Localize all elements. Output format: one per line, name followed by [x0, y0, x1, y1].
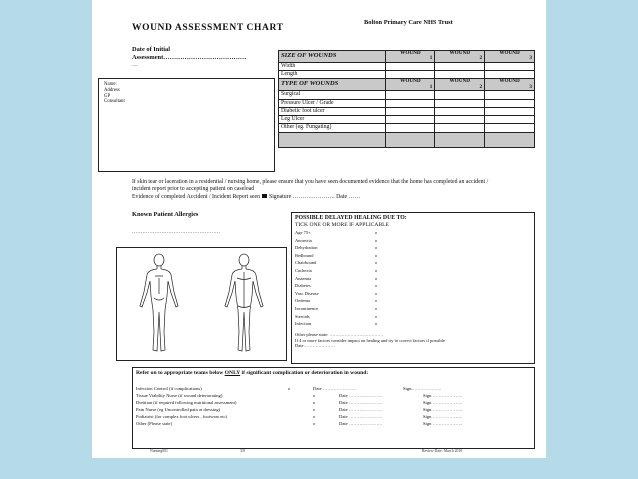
referral-sign[interactable]: Sign ……………….. [423, 421, 463, 426]
table-footer-cell [279, 132, 386, 147]
table-cell[interactable] [485, 91, 535, 99]
table-row [279, 62, 535, 70]
wound-3-header [485, 51, 535, 63]
tick-circle[interactable]: o [375, 237, 378, 243]
table-cell[interactable] [485, 116, 535, 124]
footer-left: Nursing001 [150, 449, 168, 453]
wound-label: WOUND [449, 50, 470, 56]
healing-factor: Steroids [295, 313, 310, 319]
evidence-signature[interactable]: Signature …………………. [268, 193, 335, 200]
referral-sign[interactable]: Sign ……………….. [423, 393, 463, 398]
evidence-text: Evidence of completed Accident / Incident Report seen [132, 193, 260, 200]
types-header-row [279, 79, 535, 91]
healing-other-block [295, 332, 531, 349]
referral-date[interactable]: Date …………………. [339, 414, 383, 419]
referral-date[interactable]: Date …………………. [339, 421, 383, 426]
tick-circle[interactable]: o [375, 230, 378, 235]
date-initial-line1: Date of Initial [132, 46, 170, 53]
tick-circle[interactable]: o [375, 298, 378, 304]
types-header: TYPE OF WOUNDS [279, 79, 386, 91]
referral-date[interactable]: Date …………………. [313, 386, 357, 391]
patient-consultant-label: Consultant [104, 99, 125, 105]
document-page [92, 0, 546, 458]
referral-title [136, 370, 368, 376]
table-row [279, 91, 535, 99]
table-footer-cell [386, 132, 435, 147]
healing-factor: Cachexia [295, 267, 312, 273]
table-row [279, 107, 535, 115]
referral-circle[interactable]: o [313, 393, 316, 398]
table-cell[interactable] [386, 124, 435, 132]
footer-mid: 3/8 [240, 449, 245, 453]
wound-2-header [435, 51, 485, 63]
row-label: Diabetic foot ulcer [279, 107, 386, 115]
tick-circle[interactable]: o [375, 245, 378, 251]
date-initial-dots: … [132, 62, 138, 68]
table-cell[interactable] [386, 91, 435, 99]
healing-factor: Diabetes [295, 283, 311, 289]
referral-label: Infection Control (if complications) [136, 386, 202, 391]
tick-circle[interactable]: o [375, 321, 378, 327]
healing-note: If 4 or more factors consider impact on healing and try to correct factors if possible [295, 337, 445, 343]
wounds-table [278, 50, 535, 148]
organisation-name: Bolton Primary Care NHS Trust [364, 19, 453, 26]
healing-factor: Oedema [295, 298, 310, 304]
healing-tick-list [375, 229, 377, 328]
patient-fields [104, 82, 125, 105]
healing-factor: Anaemia [295, 275, 312, 281]
table-cell[interactable] [435, 107, 485, 115]
referral-sign[interactable]: Sign ……………….. [423, 407, 463, 412]
wound-label: WOUND [400, 78, 421, 85]
row-label: Other (eg. Fungating) [279, 124, 386, 132]
referral-sign[interactable]: Sign……………….. [403, 386, 442, 391]
wound-number: 1 [429, 55, 433, 62]
wound-number: 2 [479, 55, 483, 62]
table-row [279, 99, 535, 107]
tick-circle[interactable]: o [375, 267, 378, 273]
table-cell[interactable] [386, 99, 435, 107]
referral-label: Pain Nurse (eg Uncontrolled pain at dressing) [136, 407, 221, 412]
patient-name-label: Name: [104, 82, 117, 87]
referral-date[interactable]: Date …………………. [339, 400, 383, 405]
healing-factor: Age 75+ [295, 230, 311, 235]
referral-label: Dietitian (if required following nutritional assessment) [136, 400, 237, 405]
referral-label: Podiatrist (for complex foot ulcers , footwear etc) [136, 414, 228, 419]
wound-label: WOUND [400, 50, 421, 56]
healing-factor: Incontinence [295, 305, 319, 311]
row-label: Leg Ulcer [279, 116, 386, 124]
evidence-date[interactable]: Date …… [336, 193, 361, 200]
table-row [279, 124, 535, 132]
wound-1-header [386, 79, 435, 91]
table-cell[interactable] [435, 99, 485, 107]
healing-other-field[interactable]: Other please state: ……………………………… [295, 332, 384, 337]
referral-circle[interactable]: o [313, 414, 316, 419]
tick-circle[interactable]: o [375, 305, 378, 311]
referral-label: Tissue Viability Nurse (if wound deteriorating) [136, 393, 223, 398]
wound-1-header [386, 51, 435, 63]
table-cell[interactable] [435, 91, 485, 99]
table-row [279, 116, 535, 124]
wound-2-header [435, 79, 485, 91]
table-cell[interactable] [485, 107, 535, 115]
table-cell[interactable] [485, 124, 535, 132]
referral-date[interactable]: Date …………………. [339, 393, 383, 398]
wound-label: WOUND [449, 78, 470, 85]
date-initial-assessment [132, 46, 246, 62]
tick-circle[interactable]: o [375, 283, 378, 289]
evidence-checkbox[interactable] [262, 194, 267, 198]
referral-title-only: ONLY [224, 370, 241, 376]
wound-number: 2 [479, 83, 483, 90]
allergies-label: Known Patient Allergies [132, 211, 199, 218]
body-back-figure [225, 254, 263, 351]
row-label: Pressure Ulcer / Grade [279, 99, 386, 107]
healing-factor: Bedbound [295, 252, 314, 258]
body-map-svg [117, 248, 286, 360]
table-cell[interactable] [435, 124, 485, 132]
chart-title: WOUND ASSESSMENT CHART [132, 23, 284, 33]
footer-right: Review Date: March 2010 [422, 449, 463, 453]
referral-circle[interactable]: o [288, 386, 291, 391]
size-header: SIZE OF WOUNDS [279, 51, 386, 63]
patient-address-label: Address [104, 87, 120, 93]
healing-factor: Anorexia [295, 237, 312, 243]
healing-date-field[interactable]: Date………………… [295, 343, 335, 349]
delayed-healing-box [291, 212, 535, 364]
referral-circle[interactable]: o [313, 400, 316, 405]
tick-circle[interactable]: o [375, 290, 378, 296]
wound-number: 3 [529, 83, 532, 90]
table-cell[interactable] [386, 107, 435, 115]
wound-label: WOUND [499, 50, 520, 56]
table-footer-cell [485, 132, 535, 147]
body-map-box[interactable] [116, 247, 287, 361]
referral-label: Other (Please state) [136, 421, 172, 426]
wound-number: 1 [429, 83, 433, 90]
patient-details-box[interactable] [98, 78, 275, 172]
table-cell[interactable] [435, 62, 485, 70]
skin-tear-notice [132, 179, 502, 201]
wound-3-header [485, 79, 535, 91]
table-cell[interactable] [435, 116, 485, 124]
tick-circle[interactable]: o [375, 275, 378, 281]
healing-factor: Dehydration [295, 245, 318, 251]
healing-title: POSSIBLE DELAYED HEALING DUE TO: [295, 215, 407, 221]
wound-number: 3 [529, 55, 532, 62]
tick-circle[interactable]: o [375, 252, 378, 258]
referral-circle[interactable]: o [313, 407, 316, 412]
referral-title-post: if significant complication or deterioration in wound: [240, 370, 369, 376]
referral-sign[interactable]: Sign ……………….. [423, 414, 463, 419]
row-label: Surgical [279, 91, 386, 99]
table-footer-cell [435, 132, 485, 147]
table-cell[interactable] [386, 116, 435, 124]
referral-date[interactable]: Date …………………. [339, 407, 383, 412]
size-header-row [279, 51, 535, 63]
table-cell[interactable] [485, 62, 535, 70]
table-footer-row [279, 132, 535, 147]
tick-circle[interactable]: o [375, 313, 378, 319]
row-label: Width [279, 62, 386, 70]
healing-factor: Chairbound [295, 260, 317, 266]
wound-label: WOUND [499, 78, 520, 85]
table-cell[interactable] [386, 62, 435, 70]
row-label: Length [279, 71, 386, 79]
skin-tear-text: If skin tear or laceration in a residential / nursing home, please ensure that you have seen documented evidence that the home has completed an accident / incident report prior to accepting patient on caseload [132, 179, 489, 193]
healing-factor: Infection [295, 321, 312, 327]
referral-sign[interactable]: Sign ……………….. [423, 400, 463, 405]
healing-subtitle: TICK ONE OR MORE IF APPLICABLE [295, 222, 390, 228]
tick-circle[interactable]: o [375, 260, 378, 266]
date-initial-line2[interactable]: Assessment………………………………… [132, 54, 247, 61]
referral-circle[interactable]: o [313, 421, 316, 426]
healing-factor-list [295, 229, 319, 328]
referral-title-pre: Refer on to appropriate teams below [136, 370, 225, 376]
patient-gp-label: GP [104, 93, 111, 99]
healing-factor: Vasc Disease [295, 290, 319, 296]
table-cell[interactable] [485, 99, 535, 107]
referral-box [132, 367, 535, 449]
body-front-figure [140, 254, 178, 351]
allergies-field[interactable]: …………………………………………… [132, 229, 221, 235]
